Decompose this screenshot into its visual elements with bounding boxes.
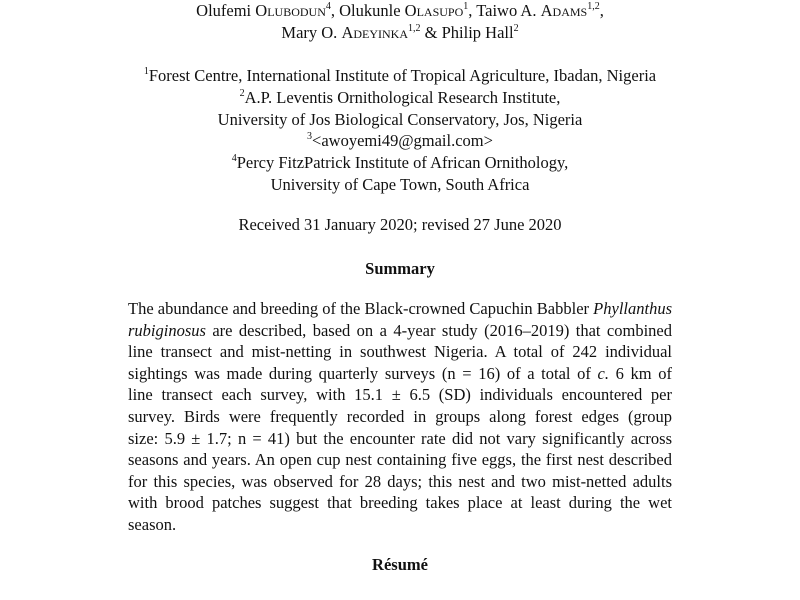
affiliation-1: $^1$Forest Centre, International Institute of Tropical Agriculture, Ibadan, Nigeria xyxy=(143,66,657,85)
summary-line: for this species, was observed for 28 days; this nest and two mist-netted adults xyxy=(128,471,672,491)
summary-line: sightings was made during quarterly surveys (n = 16) of a total of c. 6 km of xyxy=(128,363,672,383)
summary-line: line transect and mist-netting in southwest Nigeria. A total of 242 individual xyxy=(128,342,672,362)
author-name: Mary O. Adeyinka$^{1,2}$ xyxy=(281,23,421,42)
summary-heading: Summary xyxy=(365,259,435,278)
resume-heading: Résumé xyxy=(372,555,428,574)
author-name: Taiwo A. Adams$^{1,2}$ xyxy=(476,1,600,20)
author-line-1: Olufemi Olubodun$^4$, Olukunle Olasupo$^1$, Taiwo A. Adams$^{1,2}$, xyxy=(196,1,604,20)
summary-line: seasons and years. An open cup nest containing five eggs, the first nest described xyxy=(128,450,672,470)
summary-line: line transect each survey, with 15.1 ± 6.5 (SD) individuals encountered per xyxy=(128,385,672,405)
author-name: Olukunle Olasupo$^1$ xyxy=(339,1,469,20)
summary-line: survey. Birds were frequently recorded in groups along forest edges (group xyxy=(128,406,672,426)
author-name: Philip Hall$^2$ xyxy=(441,23,519,42)
affiliation-2-line-1: $^2$A.P. Leventis Ornithological Research Institute, xyxy=(239,88,561,107)
affiliation-4-line-2: University of Cape Town, South Africa xyxy=(270,175,530,194)
summary-line: The abundance and breeding of the Black-crowned Capuchin Babbler Phyllanthus xyxy=(128,299,672,318)
affiliation-4-line-1: $^4$Percy FitzPatrick Institute of African Ornithology, xyxy=(231,153,569,172)
affiliation-2-line-2: University of Jos Biological Conservatory, Jos, Nigeria xyxy=(217,110,583,129)
affiliation-3-email: $^3$<awoyemi49@gmail.com> xyxy=(307,131,493,150)
author-line-2: Mary O. Adeyinka$^{1,2}$ & Philip Hall$^2$ xyxy=(281,23,519,42)
received-dates: Received 31 January 2020; revised 27 June 2020 xyxy=(238,215,562,234)
summary-line: rubiginosus are described, based on a 4-year study (2016–2019) that combined xyxy=(128,320,672,340)
summary-line: season. xyxy=(128,514,177,534)
summary-line: size: 5.9 ± 1.7; n = 41) but the encounter rate did not vary significantly across xyxy=(128,428,672,448)
author-name: Olufemi Olubodun$^4$ xyxy=(196,1,331,20)
summary-body xyxy=(128,298,672,536)
summary-line: with brood patches suggest that breeding takes place at least during the wet xyxy=(128,493,672,513)
